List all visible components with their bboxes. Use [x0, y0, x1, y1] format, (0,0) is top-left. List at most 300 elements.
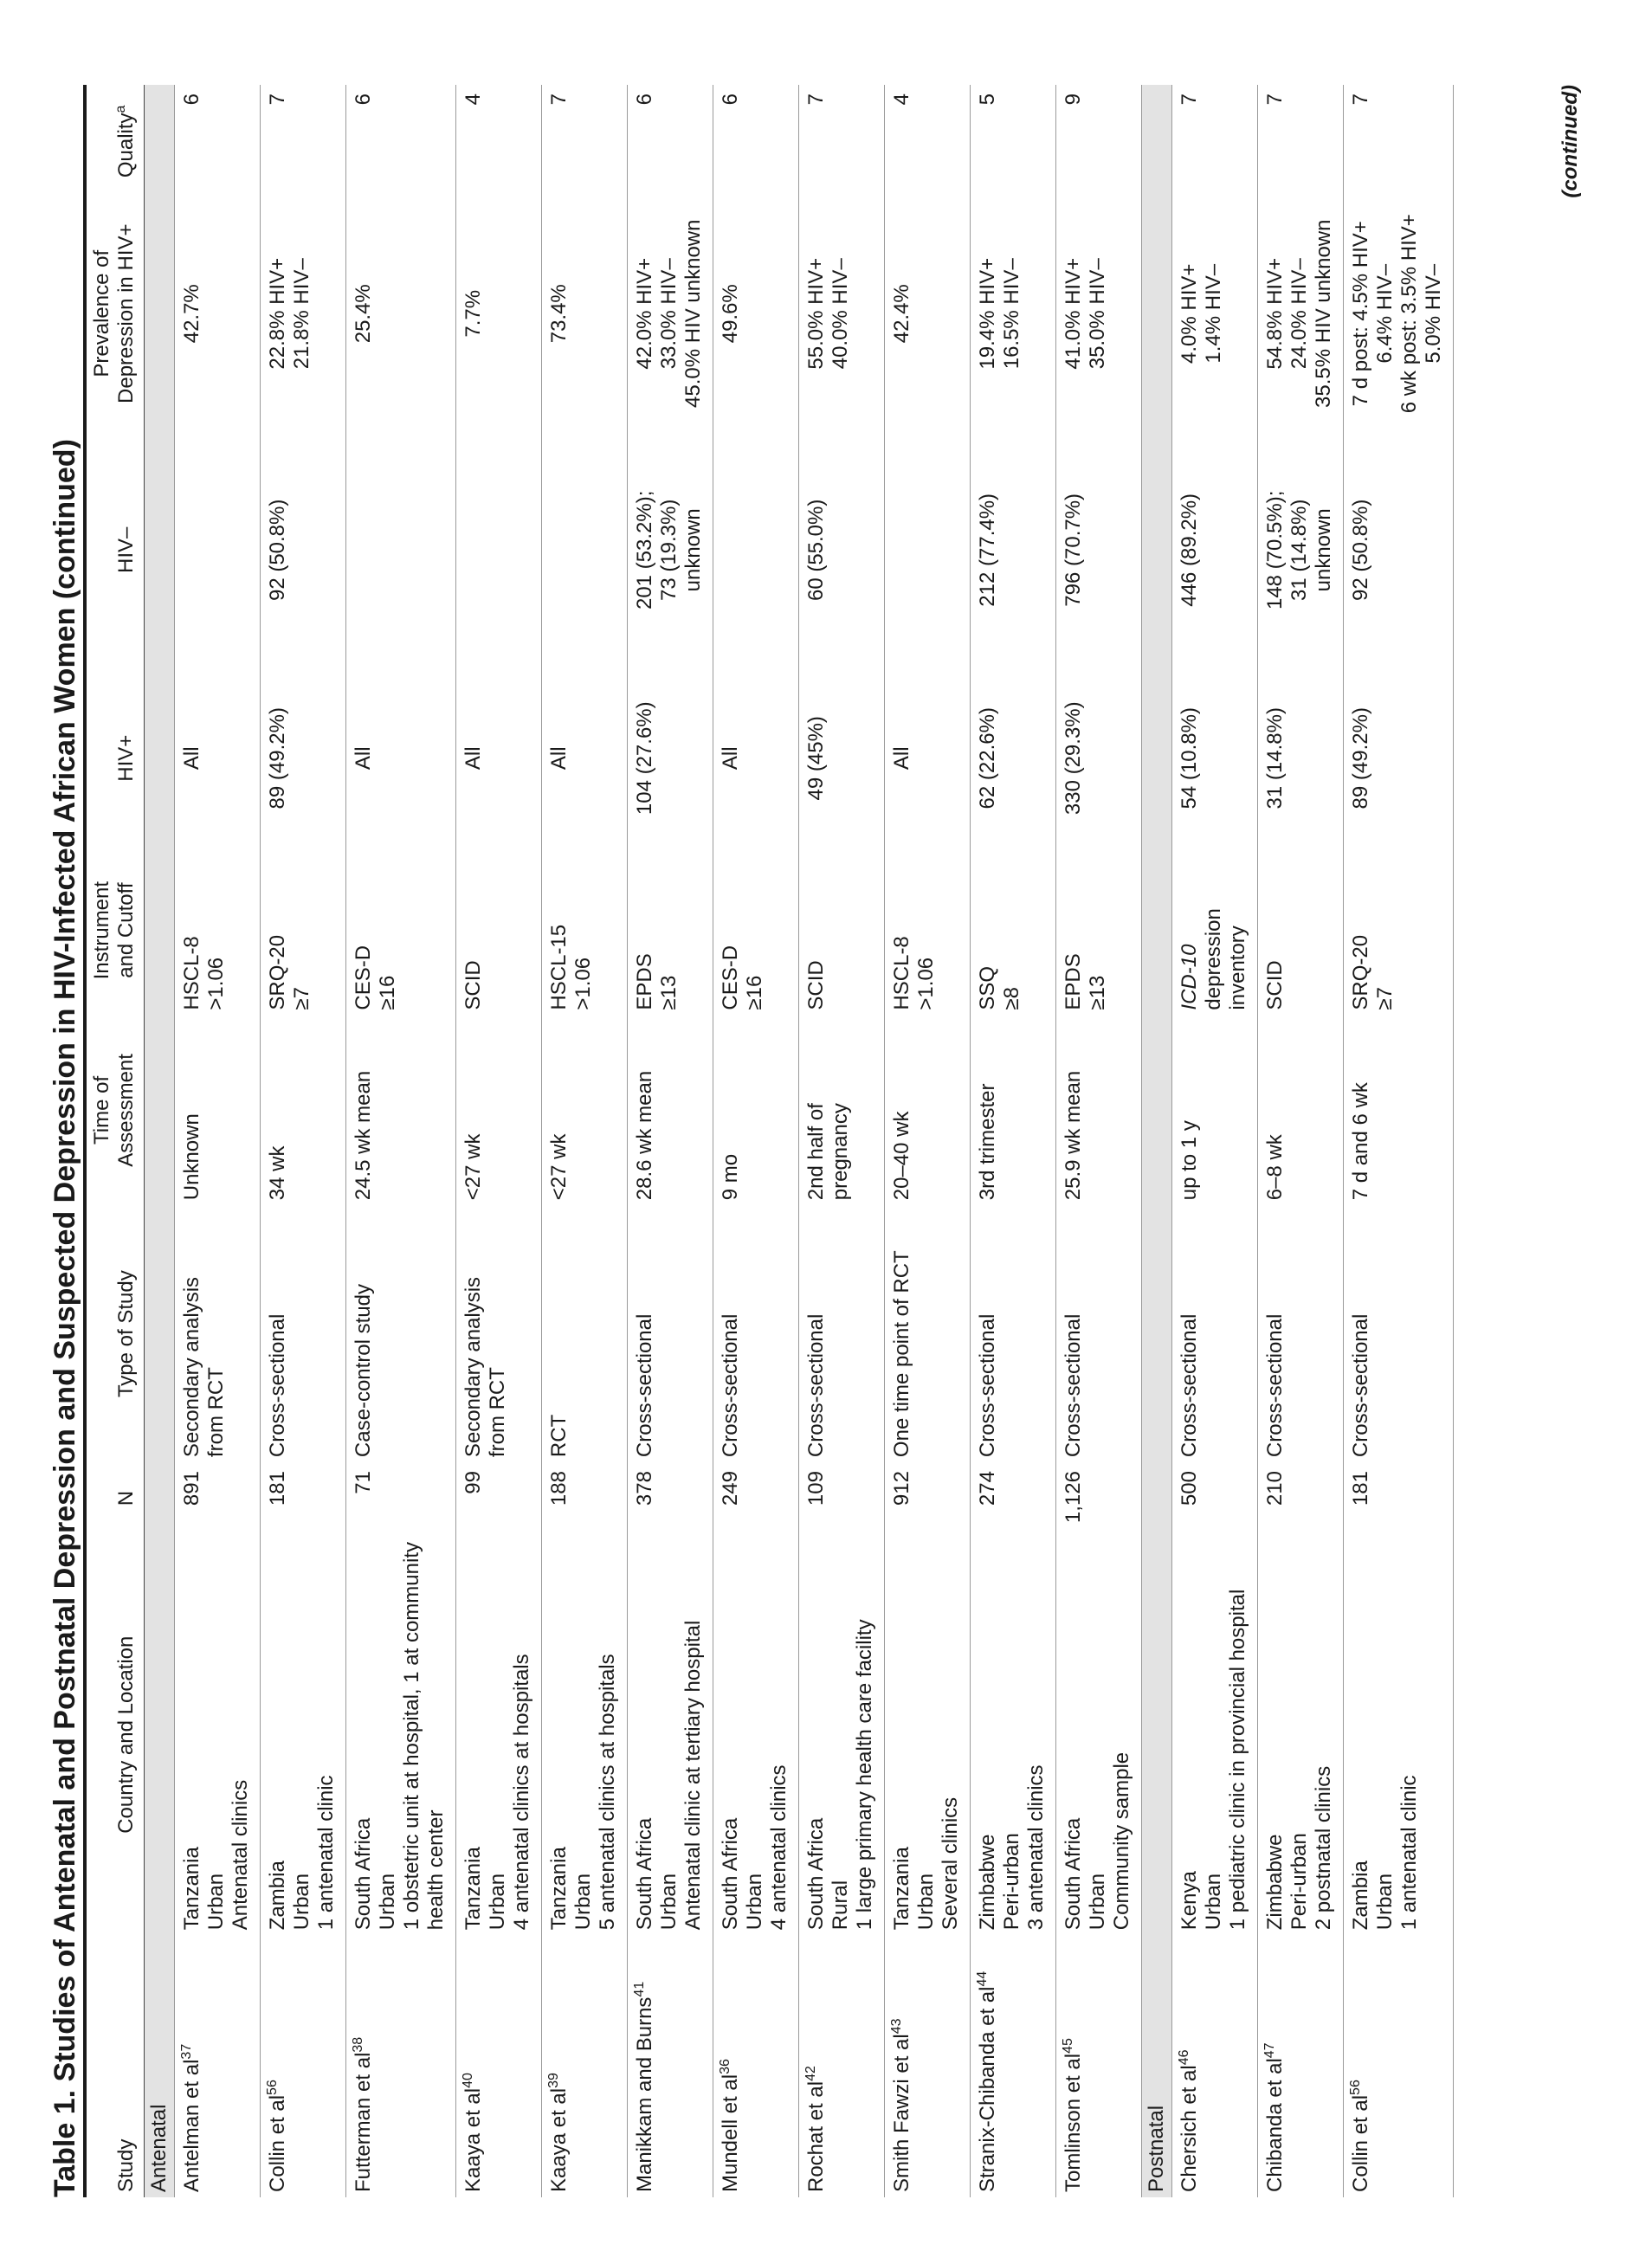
hiv-negative-line: 92 (50.8%): [1349, 499, 1372, 602]
study-reference: 46: [1177, 2049, 1191, 2066]
time-line: 34 wk: [266, 1145, 289, 1201]
header-hiv-negative: HIV–: [87, 429, 145, 671]
hiv-positive-line: All: [180, 746, 203, 771]
country-cell: [1056, 1534, 1142, 1935]
hiv-negative-cell: [1172, 429, 1258, 671]
hiv-negative-cell: [346, 429, 456, 671]
country-line: Kenya: [1178, 1871, 1201, 1931]
hiv-negative-line: unknown: [681, 508, 705, 592]
time-line: Unknown: [180, 1113, 203, 1201]
prevalence-line: 6.4% HIV–: [1373, 263, 1397, 364]
table-row: [885, 85, 971, 2197]
hiv-positive-cell: [175, 671, 261, 846]
country-line: Tanzania: [180, 1847, 203, 1931]
prevalence-line: 7 d post: 4.5% HIV+: [1349, 221, 1372, 407]
type-cell: [971, 1205, 1056, 1462]
study-cell: [799, 1935, 885, 2197]
instrument-cell: [175, 846, 261, 1016]
country-line: Urban: [571, 1873, 595, 1931]
header-instrument-line1: Instrument: [90, 880, 113, 980]
hiv-positive-line: 62 (22.6%): [976, 707, 999, 809]
type-line: Cross-sectional: [266, 1313, 289, 1458]
study-reference: 41: [632, 1981, 647, 1997]
study-name: Rochat et al: [804, 2080, 828, 2192]
study-reference: 42: [803, 2066, 818, 2081]
prevalence-line: 54.8% HIV+: [1263, 257, 1287, 370]
country-line: Urban: [376, 1873, 399, 1931]
country-cell: [1344, 1534, 1454, 1935]
study-name: Tomlinson et al: [1062, 2053, 1085, 2192]
hiv-negative-line: 446 (89.2%): [1178, 493, 1201, 607]
type-cell: [713, 1205, 799, 1462]
country-line: 1 antenatal clinic: [314, 1775, 338, 1931]
study-reference: 44: [975, 1970, 990, 1987]
prevalence-line: 35.0% HIV–: [1086, 258, 1109, 370]
prevalence-cell: [1172, 198, 1258, 429]
quality-cell: 7: [1172, 85, 1258, 198]
table-title: Table 1. Studies of Antenatal and Postnatal Depression and Suspected Depression in HIV-Infected African Women (continued): [48, 439, 81, 2197]
instrument-line: HSCL-15: [547, 924, 571, 1010]
time-cell: [1056, 1016, 1142, 1206]
type-line: Cross-sectional: [804, 1313, 828, 1458]
study-reference: 37: [179, 2043, 194, 2060]
country-line: Urban: [290, 1873, 313, 1931]
n-cell: 181: [1344, 1462, 1454, 1534]
instrument-cell: [885, 846, 971, 1016]
instrument-line: EPDS: [1062, 953, 1085, 1010]
n-cell: 210: [1258, 1462, 1344, 1534]
prevalence-line: 21.8% HIV–: [290, 258, 313, 370]
hiv-negative-line: 796 (70.7%): [1062, 493, 1085, 607]
time-line: 20–40 wk: [890, 1111, 913, 1201]
header-time: [87, 1016, 145, 1206]
study-reference: 36: [718, 2059, 732, 2074]
type-cell: [1056, 1205, 1142, 1462]
study-name: Chibanda et al: [1263, 2058, 1287, 2192]
type-cell: [1344, 1205, 1454, 1462]
hiv-negative-cell: [261, 429, 346, 671]
study-reference: 47: [1262, 2042, 1277, 2059]
prevalence-cell: [628, 198, 713, 429]
hiv-negative-line: 201 (53.2%);: [633, 490, 656, 610]
hiv-negative-cell: [1258, 429, 1344, 671]
country-line: Urban: [1373, 1873, 1397, 1931]
country-line: Community sample: [1110, 1751, 1133, 1931]
country-line: South Africa: [804, 1817, 828, 1931]
hiv-negative-cell: [175, 429, 261, 671]
time-line: 6–8 wk: [1263, 1134, 1287, 1201]
prevalence-line: 41.0% HIV+: [1062, 257, 1085, 370]
study-cell: [175, 1935, 261, 2197]
quality-cell: 5: [971, 85, 1056, 198]
instrument-line: >1.06: [571, 957, 595, 1010]
instrument-cell: [1344, 846, 1454, 1016]
study-name: Kaaya et al: [547, 2087, 571, 2192]
type-line: Cross-sectional: [633, 1313, 656, 1458]
prevalence-line: 7.7%: [461, 289, 485, 338]
hiv-negative-line: 31 (14.8%): [1287, 499, 1311, 602]
prevalence-line: 42.7%: [180, 284, 203, 344]
study-cell: [261, 1935, 346, 2197]
country-cell: [885, 1534, 971, 1935]
study-name: Chersich et al: [1178, 2065, 1201, 2192]
hiv-positive-cell: [628, 671, 713, 846]
study-cell: [885, 1935, 971, 2197]
hiv-negative-cell: [713, 429, 799, 671]
prevalence-line: 55.0% HIV+: [804, 257, 828, 370]
quality-cell: 6: [346, 85, 456, 198]
table-row: [346, 85, 456, 2197]
type-line: Cross-sectional: [719, 1313, 742, 1458]
instrument-line: SCID: [461, 960, 485, 1010]
table-row: [1258, 85, 1344, 2197]
country-line: Rural: [829, 1880, 852, 1931]
study-cell: [971, 1935, 1056, 2197]
time-line: 24.5 wk mean: [352, 1070, 375, 1201]
country-line: 4 antenatal clinics at hospitals: [510, 1654, 533, 1931]
prevalence-cell: [799, 198, 885, 429]
hiv-positive-line: All: [890, 746, 913, 771]
instrument-line: EPDS: [633, 953, 656, 1010]
study-cell: [628, 1935, 713, 2197]
header-prevalence-line2: Depression in HIV+: [114, 223, 138, 403]
study-reference: 39: [546, 2073, 561, 2088]
hiv-positive-line: 54 (10.8%): [1178, 707, 1201, 809]
instrument-line: ≥16: [376, 975, 399, 1010]
study-name: Stranix-Chibanda et al: [976, 1986, 999, 2192]
study-name: Collin et al: [266, 2094, 289, 2192]
table-row: [628, 85, 713, 2197]
time-cell: [713, 1016, 799, 1206]
hiv-negative-line: unknown: [1312, 508, 1335, 592]
hiv-negative-line: 212 (77.4%): [976, 493, 999, 607]
table-row: [1344, 85, 1454, 2197]
hiv-positive-cell: [885, 671, 971, 846]
time-cell: [1258, 1016, 1344, 1206]
instrument-italic: ICD-10: [1178, 944, 1201, 1010]
prevalence-line: 33.0% HIV–: [657, 258, 681, 370]
prevalence-line: 25.4%: [352, 284, 375, 344]
time-line: <27 wk: [461, 1133, 485, 1201]
country-line: Zambia: [266, 1861, 289, 1931]
studies-table: [87, 85, 1454, 2197]
hiv-positive-cell: [1056, 671, 1142, 846]
country-line: Urban: [657, 1873, 681, 1931]
country-cell: [1258, 1534, 1344, 1935]
prevalence-line: 1.4% HIV–: [1202, 263, 1225, 364]
instrument-cell: [971, 846, 1056, 1016]
header-time-line2: Assessment: [114, 1054, 138, 1167]
prevalence-cell: [456, 198, 542, 429]
study-reference: 56: [1348, 2080, 1363, 2095]
hiv-negative-cell: [885, 429, 971, 671]
instrument-line: SSQ: [976, 965, 999, 1010]
prevalence-cell: [1344, 198, 1454, 429]
header-time-line1: Time of: [90, 1075, 113, 1145]
type-line: RCT: [547, 1414, 571, 1458]
section-row: [1142, 85, 1172, 2197]
country-line: Urban: [486, 1873, 509, 1931]
type-cell: [261, 1205, 346, 1462]
study-name: Mundell et al: [719, 2074, 742, 2192]
hiv-negative-cell: [456, 429, 542, 671]
table-row: [261, 85, 346, 2197]
country-line: Urban: [204, 1873, 228, 1931]
country-cell: [175, 1534, 261, 1935]
n-cell: 500: [1172, 1462, 1258, 1534]
hiv-negative-cell: [542, 429, 628, 671]
hiv-positive-cell: [456, 671, 542, 846]
country-line: 4 antenatal clinics: [767, 1764, 791, 1931]
prevalence-line: 16.5% HIV–: [1000, 258, 1023, 370]
instrument-cell: [456, 846, 542, 1016]
time-line: 3rd trimester: [976, 1083, 999, 1201]
instrument-cell: [628, 846, 713, 1016]
type-cell: [1172, 1205, 1258, 1462]
time-line: 2nd half of: [804, 1103, 828, 1201]
type-line: Cross-sectional: [976, 1313, 999, 1458]
time-line: <27 wk: [547, 1133, 571, 1201]
study-name: Smith Fawzi et al: [890, 2034, 913, 2192]
header-quality-footnote: a: [113, 105, 128, 113]
type-line: Cross-sectional: [1349, 1313, 1372, 1458]
n-cell: 71: [346, 1462, 456, 1534]
continued-label: (continued): [1558, 85, 1582, 198]
country-line: Zimbabwe: [1263, 1834, 1287, 1931]
instrument-line: ≥16: [743, 975, 766, 1010]
table-row: [713, 85, 799, 2197]
country-line: Several clinics: [939, 1796, 962, 1931]
type-line: from RCT: [204, 1367, 228, 1458]
hiv-positive-cell: [971, 671, 1056, 846]
country-line: Peri-urban: [1287, 1833, 1311, 1931]
type-line: Cross-sectional: [1178, 1313, 1201, 1458]
instrument-line: CES-D: [352, 945, 375, 1010]
country-cell: [542, 1534, 628, 1935]
hiv-positive-cell: [261, 671, 346, 846]
instrument-line: HSCL-8: [180, 936, 203, 1010]
quality-cell: 7: [542, 85, 628, 198]
country-line: South Africa: [352, 1817, 375, 1931]
header-type: Type of Study: [87, 1205, 145, 1462]
type-cell: [456, 1205, 542, 1462]
study-reference: 38: [351, 2036, 365, 2053]
section-label: Postnatal: [1142, 85, 1172, 2197]
hiv-negative-cell: [799, 429, 885, 671]
type-line: Secondary analysis: [461, 1276, 485, 1458]
country-line: Tanzania: [461, 1847, 485, 1931]
quality-cell: 7: [1258, 85, 1344, 198]
type-line: Cross-sectional: [1263, 1313, 1287, 1458]
prevalence-cell: [542, 198, 628, 429]
time-line: up to 1 y: [1178, 1120, 1201, 1201]
country-cell: [971, 1534, 1056, 1935]
country-line: Urban: [743, 1873, 766, 1931]
hiv-positive-line: All: [461, 746, 485, 771]
instrument-cell: [713, 846, 799, 1016]
study-cell: [1344, 1935, 1454, 2197]
time-cell: [885, 1016, 971, 1206]
hiv-positive-line: 49 (45%): [804, 716, 828, 801]
n-cell: 1,126: [1056, 1462, 1142, 1534]
header-quality-label: Quality: [114, 113, 138, 178]
country-line: Antenatal clinic at tertiary hospital: [681, 1620, 705, 1931]
section-label: Antenatal: [145, 85, 175, 2197]
country-line: 5 antenatal clinics at hospitals: [596, 1654, 619, 1931]
hiv-positive-cell: [1258, 671, 1344, 846]
table-row: [456, 85, 542, 2197]
country-cell: [628, 1534, 713, 1935]
country-line: Zimbabwe: [976, 1834, 999, 1931]
country-line: South Africa: [633, 1817, 656, 1931]
hiv-positive-line: 330 (29.3%): [1062, 701, 1085, 816]
hiv-positive-line: 89 (49.2%): [1349, 707, 1372, 809]
header-study: Study: [87, 1935, 145, 2197]
type-cell: [799, 1205, 885, 1462]
country-line: 3 antenatal clinics: [1024, 1764, 1048, 1931]
hiv-negative-cell: [1056, 429, 1142, 671]
hiv-positive-line: 89 (49.2%): [266, 707, 289, 809]
hiv-negative-line: 73 (19.3%): [657, 499, 681, 602]
instrument-line: HSCL-8: [890, 936, 913, 1010]
header-n: N: [87, 1462, 145, 1534]
instrument-cell: [799, 846, 885, 1016]
hiv-negative-line: 60 (55.0%): [804, 499, 828, 602]
study-cell: [456, 1935, 542, 2197]
prevalence-line: 45.0% HIV unknown: [681, 219, 705, 408]
hiv-negative-line: 148 (70.5%);: [1263, 490, 1287, 610]
country-cell: [261, 1534, 346, 1935]
hiv-positive-line: All: [352, 746, 375, 771]
country-line: Peri-urban: [1000, 1833, 1023, 1931]
quality-cell: 6: [713, 85, 799, 198]
time-cell: [346, 1016, 456, 1206]
country-line: 1 obstetric unit at hospital, 1 at community health center: [400, 1542, 448, 1931]
type-line: Case-control study: [352, 1283, 375, 1458]
hiv-negative-line: 92 (50.8%): [266, 499, 289, 602]
country-line: Urban: [1202, 1873, 1225, 1931]
time-line: 28.6 wk mean: [633, 1070, 656, 1201]
n-cell: 181: [261, 1462, 346, 1534]
table-row: [799, 85, 885, 2197]
time-cell: [1172, 1016, 1258, 1206]
study-name: Futterman et al: [352, 2052, 375, 2192]
country-line: Antenatal clinics: [229, 1779, 252, 1931]
header-instrument-line2: and Cutoff: [114, 882, 138, 978]
study-reference: 40: [461, 2073, 475, 2088]
header-prevalence: [87, 198, 145, 429]
instrument-cell: [1258, 846, 1344, 1016]
country-cell: [456, 1534, 542, 1935]
quality-cell: 6: [628, 85, 713, 198]
prevalence-cell: [346, 198, 456, 429]
study-cell: [1056, 1935, 1142, 2197]
country-line: Urban: [1086, 1873, 1109, 1931]
table-row: [971, 85, 1056, 2197]
instrument-cell: [1056, 846, 1142, 1016]
hiv-positive-cell: [713, 671, 799, 846]
table-row: [175, 85, 261, 2197]
hiv-positive-cell: [542, 671, 628, 846]
type-cell: [628, 1205, 713, 1462]
header-prevalence-line1: Prevalence of: [90, 249, 113, 377]
type-cell: [1258, 1205, 1344, 1462]
instrument-line: ≥13: [657, 975, 681, 1010]
type-cell: [542, 1205, 628, 1462]
country-cell: [713, 1534, 799, 1935]
hiv-positive-cell: [1172, 671, 1258, 846]
study-reference: 56: [265, 2080, 280, 2095]
prevalence-cell: [971, 198, 1056, 429]
n-cell: 274: [971, 1462, 1056, 1534]
prevalence-cell: [1258, 198, 1344, 429]
n-cell: 378: [628, 1462, 713, 1534]
prevalence-line: 19.4% HIV+: [976, 257, 999, 370]
prevalence-cell: [261, 198, 346, 429]
hiv-negative-cell: [1344, 429, 1454, 671]
prevalence-line: 40.0% HIV–: [829, 258, 852, 370]
header-hiv-positive: HIV+: [87, 671, 145, 846]
country-line: South Africa: [719, 1817, 742, 1931]
hiv-positive-line: All: [547, 746, 571, 771]
country-line: Zambia: [1349, 1861, 1372, 1931]
study-cell: [713, 1935, 799, 2197]
header-quality: [87, 85, 145, 198]
prevalence-line: 4.0% HIV+: [1178, 263, 1201, 364]
time-line: 25.9 wk mean: [1062, 1070, 1085, 1201]
country-line: 1 pediatric clinic in provincial hospital: [1226, 1589, 1249, 1931]
instrument-cell: [346, 846, 456, 1016]
quality-cell: 6: [175, 85, 261, 198]
study-reference: 43: [889, 2018, 904, 2035]
instrument-line: ≥7: [290, 987, 313, 1010]
study-cell: [346, 1935, 456, 2197]
study-cell: [1172, 1935, 1258, 2197]
n-cell: 188: [542, 1462, 628, 1534]
instrument-line: SCID: [804, 960, 828, 1010]
header-row: [87, 85, 145, 2197]
instrument-line: >1.06: [204, 957, 228, 1010]
country-line: Tanzania: [547, 1847, 571, 1931]
n-cell: 891: [175, 1462, 261, 1534]
prevalence-line: 5.0% HIV–: [1422, 263, 1445, 364]
hiv-positive-line: All: [719, 746, 742, 771]
n-cell: 109: [799, 1462, 885, 1534]
time-cell: [799, 1016, 885, 1206]
study-reference: 45: [1061, 2038, 1075, 2054]
prevalence-cell: [175, 198, 261, 429]
prevalence-cell: [885, 198, 971, 429]
table-row: [1172, 85, 1258, 2197]
study-name: Kaaya et al: [461, 2087, 485, 2192]
time-cell: [456, 1016, 542, 1206]
country-line: 1 large primary health care facility: [853, 1619, 876, 1931]
instrument-line: >1.06: [914, 957, 938, 1010]
time-cell: [628, 1016, 713, 1206]
study-name: Collin et al: [1349, 2094, 1372, 2192]
study-name: Antelman et al: [180, 2059, 203, 2192]
prevalence-line: 42.0% HIV+: [633, 257, 656, 370]
prevalence-cell: [1056, 198, 1142, 429]
prevalence-line: 24.0% HIV–: [1287, 258, 1311, 370]
instrument-line: inventory: [1226, 926, 1249, 1010]
instrument-line: ≥13: [1086, 975, 1109, 1010]
instrument-line: depression: [1202, 908, 1225, 1010]
prevalence-line: 49.6%: [719, 284, 742, 344]
instrument-line: SRQ-20: [1349, 934, 1372, 1010]
quality-cell: 4: [456, 85, 542, 198]
prevalence-line: 6 wk post: 3.5% HIV+: [1397, 214, 1421, 414]
